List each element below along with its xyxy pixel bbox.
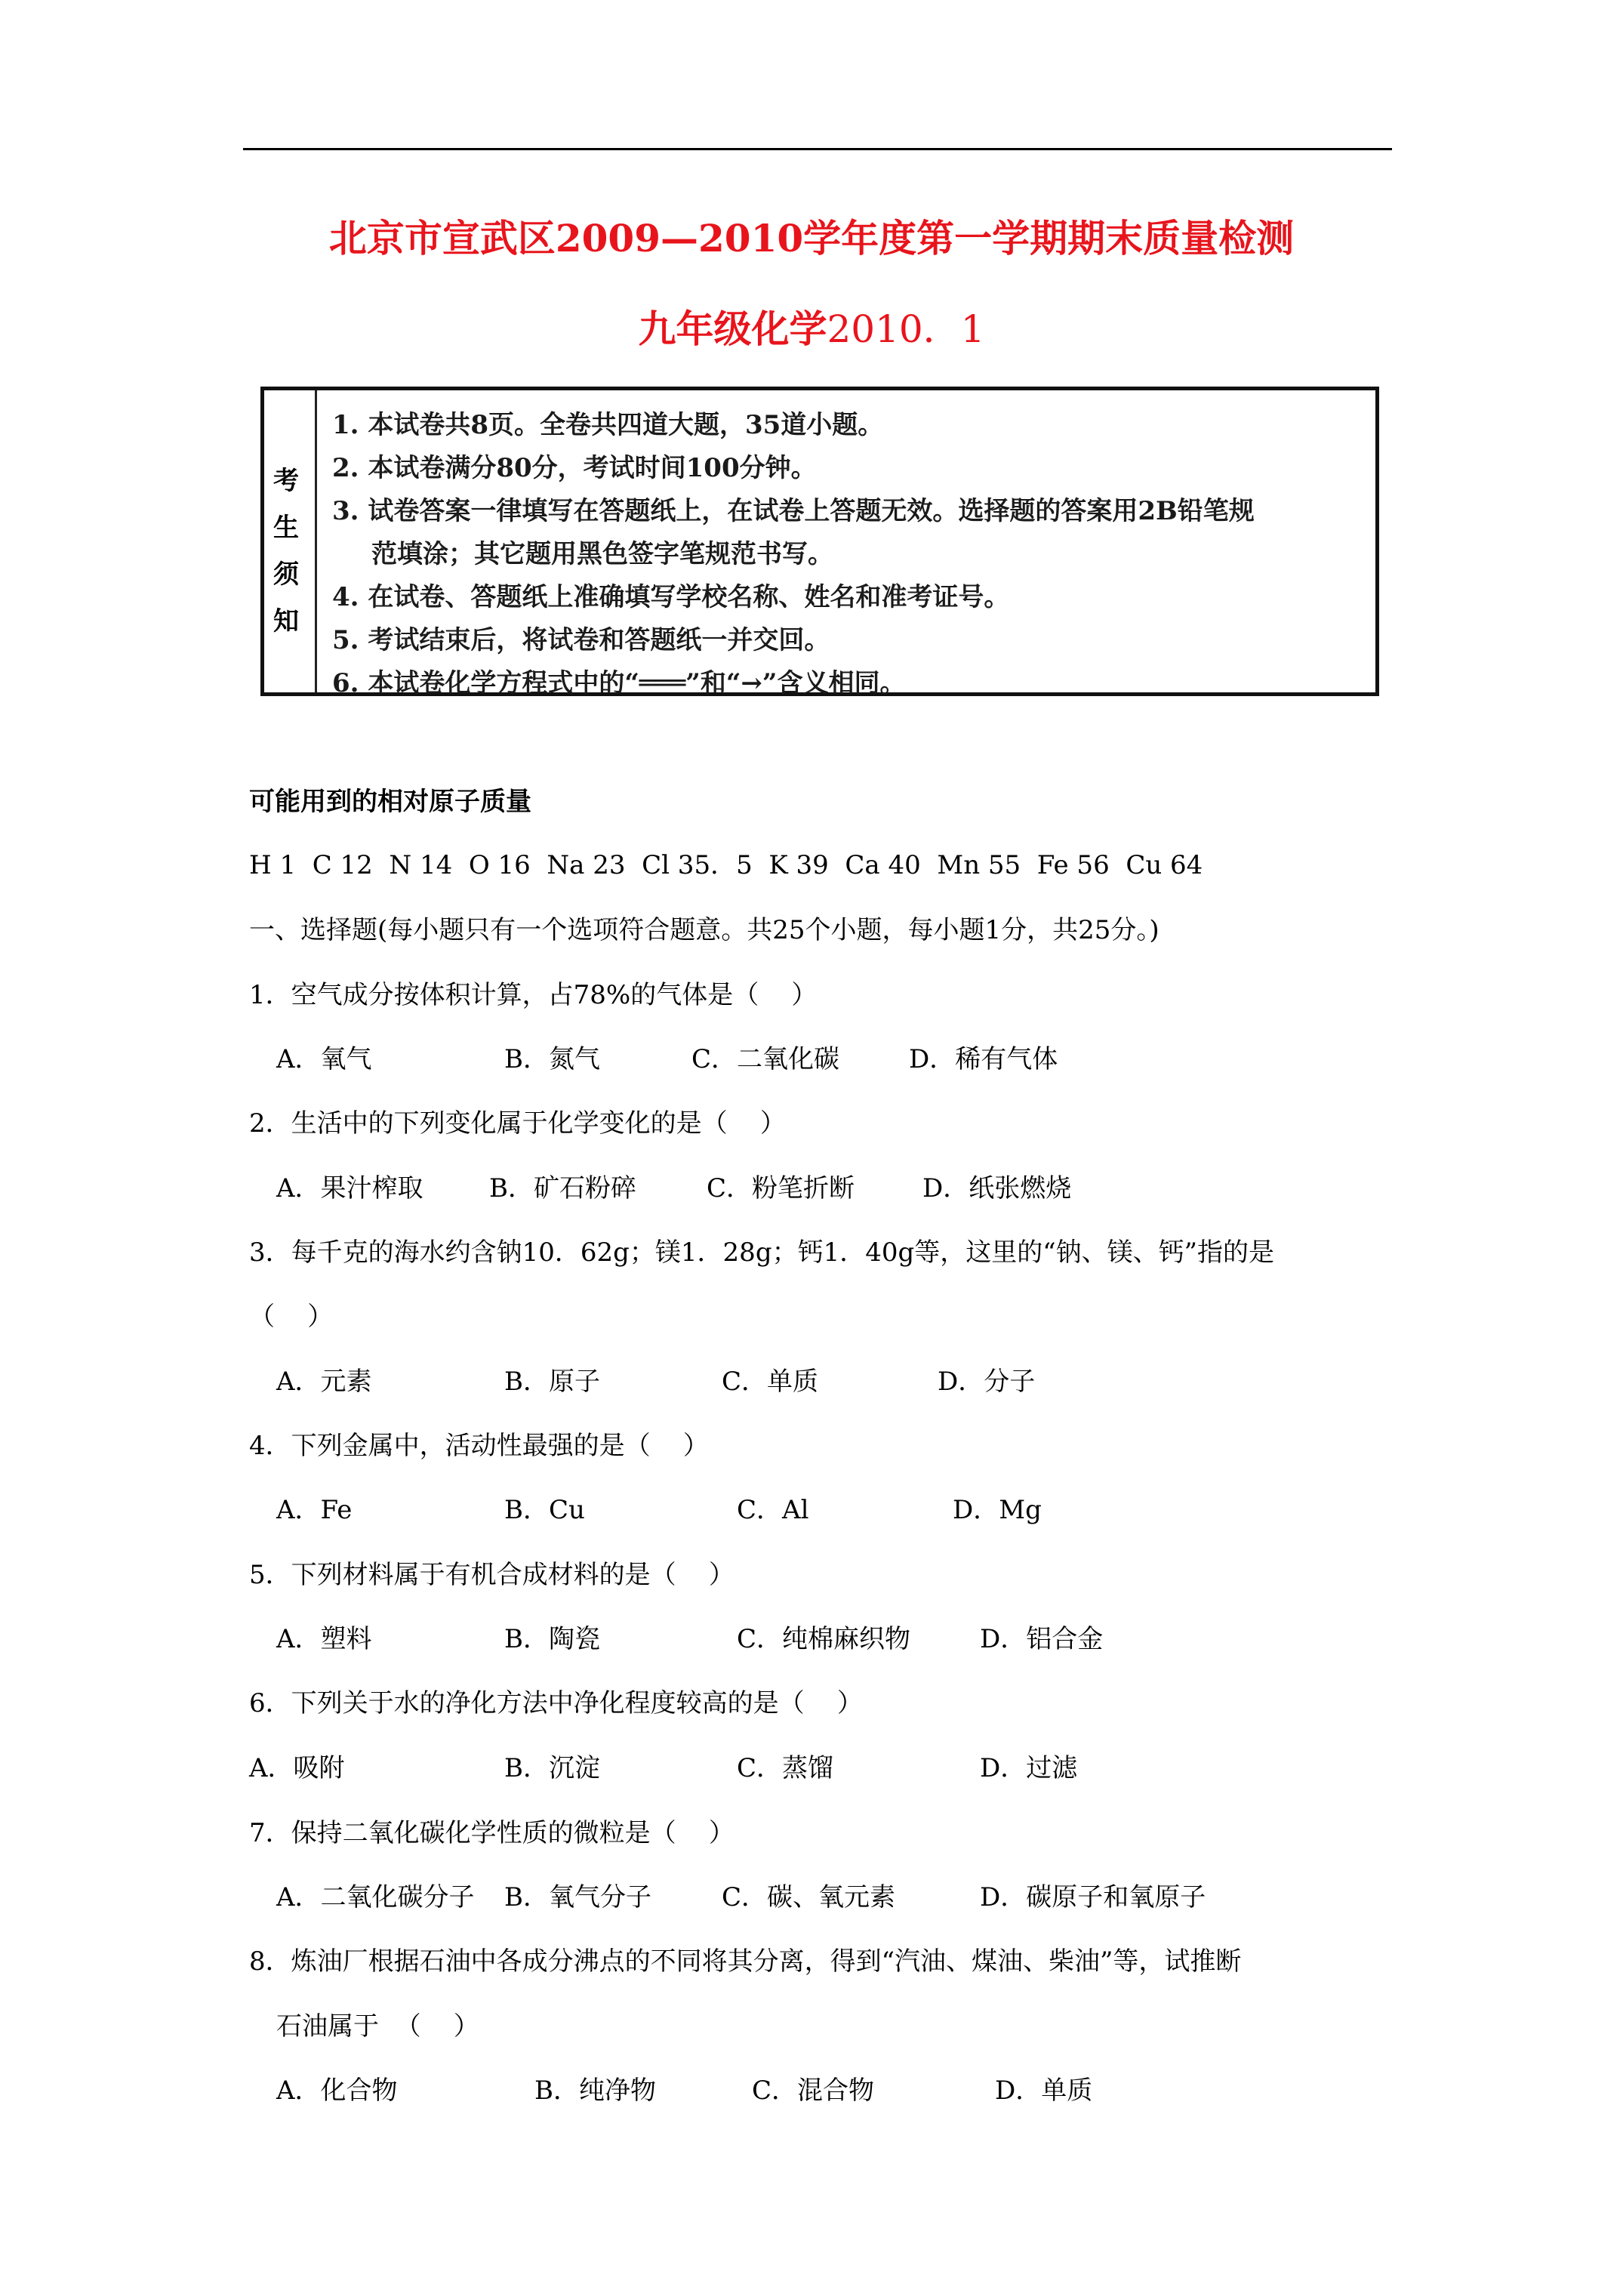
question-stem: 1．空气成分按体积计算，占78%的气体是（ ）	[249, 980, 818, 1010]
option-a: A．二氧化碳分子	[276, 1882, 475, 1912]
option-d: D．稀有气体	[909, 1044, 1058, 1074]
exam-subtitle	[0, 307, 1623, 352]
exam-title: 北京市宣武区2009—2010学年度第一学期期末质量检测	[328, 216, 1295, 260]
question-stem: 3．每千克的海水约含钠10．62g；镁1．28g；钙1．40g等，这里的“钠、镁、钙”指的是	[249, 1237, 1275, 1268]
exam-date: 2010．1	[827, 307, 985, 351]
notice-item: 6. 本试卷化学方程式中的“═══”和“→”含义相同。	[332, 668, 906, 698]
option-c: C．碳、氧元素	[722, 1882, 896, 1912]
option-b: B．氮气	[504, 1044, 600, 1074]
option-a: A．氧气	[276, 1044, 372, 1074]
option-b: B．氧气分子	[504, 1882, 651, 1912]
notice-label-char: 考	[273, 466, 299, 496]
option-d: D．过滤	[980, 1753, 1078, 1783]
notice-item: 1. 本试卷共8页。全卷共四道大题，35道小题。	[332, 410, 884, 440]
option-c: C．纯棉麻织物	[737, 1624, 911, 1654]
option-b: B．Cu	[504, 1495, 585, 1525]
question-stem: 6．下列关于水的净化方法中净化程度较高的是（ ）	[249, 1688, 863, 1718]
question-stem: 4．下列金属中，活动性最强的是（ ）	[249, 1431, 709, 1461]
option-b: B．纯净物	[534, 2076, 656, 2106]
notice-label-char: 生	[273, 513, 299, 543]
question-stem: 8．炼油厂根据石油中各成分沸点的不同将其分离，得到“汽油、煤油、柴油”等，试推断	[249, 1946, 1242, 1977]
notice-item: 3. 试卷答案一律填写在答题纸上，在试卷上答题无效。选择题的答案用2B铅笔规	[332, 496, 1255, 526]
question-stem: 7．保持二氧化碳化学性质的微粒是（ ）	[249, 1818, 735, 1848]
option-c: C．Al	[737, 1495, 809, 1525]
notice-item: 5. 考试结束后，将试卷和答题纸一并交回。	[332, 625, 830, 655]
notice-label-char: 知	[273, 606, 299, 636]
option-a: A．吸附	[249, 1753, 345, 1783]
option-c: C．混合物	[752, 2076, 875, 2106]
option-c: C．蒸馏	[737, 1753, 834, 1783]
question-stem: 2．生活中的下列变化属于化学变化的是（ ）	[249, 1108, 786, 1139]
question-stem-continued: 石油属于 （ ）	[276, 2011, 479, 2042]
notice-item: 2. 本试卷满分80分，考试时间100分钟。	[332, 453, 817, 483]
notice-item: 4. 在试卷、答题纸上准确填写学校名称、姓名和准考证号。	[332, 582, 1010, 612]
option-d: D．碳原子和氧原子	[980, 1882, 1206, 1912]
notice-list	[332, 404, 1368, 705]
option-a: A．化合物	[276, 2076, 398, 2106]
option-c: C．粉笔折断	[707, 1173, 855, 1203]
option-b: B．沉淀	[504, 1753, 600, 1783]
option-d: D．铝合金	[980, 1624, 1104, 1654]
question-options	[0, 2074, 1623, 2240]
option-d: D．分子	[938, 1367, 1036, 1397]
option-a: A．Fe	[276, 1495, 353, 1525]
notice-item: 范填涂；其它题用黑色签字笔规范书写。	[371, 539, 833, 569]
option-b: B．原子	[504, 1367, 600, 1397]
notice-box	[260, 387, 1379, 696]
atomic-mass-values: H 1 C 12 N 14 O 16 Na 23 Cl 35．5 K 39 Ca 40 Mn 55 Fe 56 Cu 64	[249, 850, 1203, 880]
subject-label: 九年级化学	[638, 307, 827, 351]
question-stem-continued: （ ）	[249, 1302, 334, 1332]
option-d: D．单质	[995, 2076, 1093, 2106]
option-d: D．纸张燃烧	[922, 1173, 1072, 1203]
option-c: C．单质	[722, 1367, 819, 1397]
header-rule	[243, 148, 1392, 150]
option-a: A．果汁榨取	[276, 1173, 423, 1203]
notice-label-char: 须	[273, 559, 299, 590]
question-stem: 5．下列材料属于有机合成材料的是（ ）	[249, 1560, 735, 1590]
option-b: B．矿石粉碎	[489, 1173, 636, 1203]
section-heading: 一、选择题(每小题只有一个选项符合题意。共25个小题，每小题1分，共25分。)	[249, 915, 1160, 945]
atomic-mass-heading: 可能用到的相对原子质量	[249, 787, 531, 817]
option-a: A．塑料	[276, 1624, 372, 1654]
option-c: C．二氧化碳	[691, 1044, 840, 1074]
option-b: B．陶瓷	[504, 1624, 600, 1654]
notice-label	[264, 390, 317, 692]
option-d: D．Mg	[953, 1495, 1042, 1525]
option-a: A．元素	[276, 1367, 372, 1397]
